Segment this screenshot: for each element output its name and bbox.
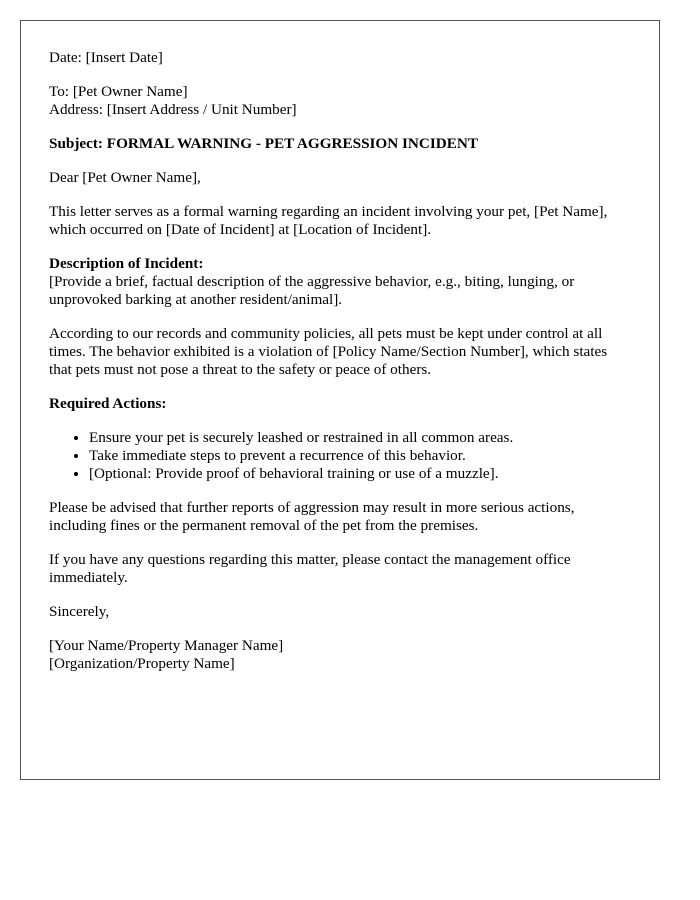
- contact-paragraph: If you have any questions regarding this matter, please contact the management office immediately.: [49, 551, 571, 586]
- description-section: [49, 255, 631, 309]
- recipient-name: To: [Pet Owner Name]: [49, 83, 188, 100]
- recipient-block: [49, 83, 631, 119]
- signature-block: [49, 637, 631, 673]
- advisory-paragraph: Please be advised that further reports of aggression may result in more serious actions, including fines or the permanent removal of the pet from the premises.: [49, 499, 575, 534]
- actions-list: [49, 429, 631, 483]
- intro-paragraph: This letter serves as a formal warning regarding an incident involving your pet, [Pet Name], which occurred on [Date of Incident] at [Location of Incident].: [49, 203, 608, 238]
- subject-line: Subject: FORMAL WARNING - PET AGGRESSION INCIDENT: [49, 135, 478, 152]
- signature-name: [Your Name/Property Manager Name]: [49, 637, 284, 654]
- description-text: [Provide a brief, factual description of the aggressive behavior, e.g., biting, lunging, or unprovoked barking at another resident/animal].: [49, 273, 575, 308]
- list-item: • Ensure your pet is securely leashed or restrained in all common areas.: [89, 429, 631, 447]
- description-heading: Description of Incident:: [49, 255, 204, 272]
- signature-organization: [Organization/Property Name]: [49, 655, 235, 672]
- actions-heading: Required Actions:: [49, 395, 167, 412]
- closing: Sincerely,: [49, 603, 110, 620]
- list-item: • Take immediate steps to prevent a recurrence of this behavior.: [89, 447, 631, 465]
- recipient-address: Address: [Insert Address / Unit Number]: [49, 101, 297, 118]
- salutation: Dear [Pet Owner Name],: [49, 169, 201, 186]
- policy-paragraph: According to our records and community policies, all pets must be kept under control at all times. The behavior exhibited is a violation of [Policy Name/Section Number], which states that pets must not pose a threat to the safety or peace of others.: [49, 325, 608, 378]
- list-item: • [Optional: Provide proof of behavioral training or use of a muzzle].: [89, 465, 631, 483]
- date-line: Date: [Insert Date]: [49, 49, 163, 66]
- warning-letter: [20, 20, 660, 780]
